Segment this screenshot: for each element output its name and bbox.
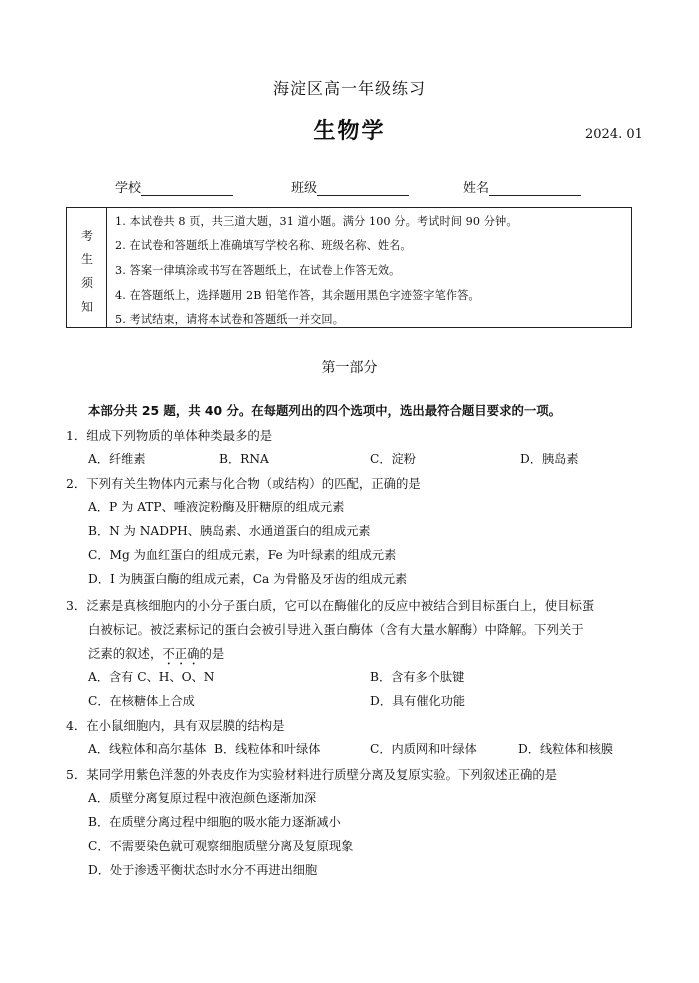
question-option: B．线粒体和叶绿体 [214,742,321,756]
question-option: A．质壁分离复原过程中液泡颜色逐渐加深 [88,791,317,805]
question-option: C．Mg 为血红蛋白的组成元素，Fe 为叶绿素的组成元素 [88,548,397,562]
question-option: A．含有 C、H、O、N [88,670,215,684]
class-blank [317,182,409,196]
subject-title: 生物学 [313,118,386,144]
notice-item: 1. 本试卷共 8 页，共三道大题，31 道小题。满分 100 分。考试时间 90 分钟。 [115,215,518,228]
section-title: 第一部分 [321,360,378,376]
question-option: D．线粒体和核膜 [518,742,614,756]
exam-notice-box [66,207,632,328]
class-label: 班级 [291,181,318,196]
question-option: A．P 为 ATP、唾液淀粉酶及肝糖原的组成元素 [88,500,345,514]
question-stem: 5．某同学用紫色洋葱的外表皮作为实验材料进行质壁分离及复原实验。下列叙述正确的是 [66,767,558,782]
notice-item: 4. 在答题纸上，选择题用 2B 铅笔作答，其余题用黑色字迹签字笔作答。 [115,289,480,302]
question-stem: 1．组成下列物质的单体种类最多的是 [66,428,273,443]
class-field [291,177,409,196]
question-option: C．在核糖体上合成 [88,694,195,708]
question-option: D．I 为胰蛋白酶的组成元素，Ca 为骨骼及牙齿的组成元素 [88,572,408,586]
exam-date: 2024. 01 [585,127,643,142]
school-blank [141,182,233,196]
question-stem: 3．泛素是真核细胞内的小分子蛋白质，它可以在酶催化的反应中被结合到目标蛋白上，使目标蛋 [66,598,595,613]
question-stem: 2．下列有关生物体内元素与化合物（或结构）的匹配，正确的是 [66,476,421,491]
stem-text: 的是 [199,646,225,661]
stem-text: 泛素的叙述， [88,646,163,661]
question-stem: 白被标记。被泛素标记的蛋白会被引导进入蛋白酶体（含有大量水解酶）中降解。下列关于 [88,622,584,637]
question-option: A．纤维素 [88,452,146,466]
notice-item: 3. 答案一律填涂或书写在答题纸上，在试卷上作答无效。 [115,264,401,277]
name-field [463,177,581,196]
question-option: C．不需要染色就可观察细胞质壁分离及复原现象 [88,839,354,853]
school-label: 学校 [115,181,142,196]
question-stem: 4．在小鼠细胞内，具有双层膜的结构是 [66,718,285,733]
exam-subtitle: 海淀区高一年级练习 [272,79,426,98]
question-option: D．处于渗透平衡状态时水分不再进出细胞 [88,863,318,877]
emphasized-text: 不正确 [162,646,200,661]
notice-item: 5. 考试结束，请将本试卷和答题纸一并交回。 [115,313,344,326]
question-option: B．在质壁分离过程中细胞的吸水能力逐渐减小 [88,815,341,829]
question-option: C．淀粉 [370,452,416,466]
notice-side-label [67,208,107,327]
section-intro: 本部分共 25 题，共 40 分。在每题列出的四个选项中，选出最符合题目要求的一项。 [88,403,562,418]
notice-side-char: 生 [80,252,93,266]
question-option: D．胰岛素 [520,452,579,466]
question-option: B．RNA [219,452,269,466]
school-field [115,177,233,196]
question-option: B．含有多个肽键 [370,670,465,684]
question-stem-last [88,644,224,668]
notice-item: 2. 在试卷和答题纸上准确填写学校名称、班级名称、姓名。 [115,239,412,252]
question-option: C．内质网和叶绿体 [370,742,477,756]
question-option: D．具有催化功能 [370,694,466,708]
notice-side-char: 知 [80,300,93,314]
question-option: B．N 为 NADPH、胰岛素、水通道蛋白的组成元素 [88,524,371,538]
notice-side-char: 须 [80,276,93,290]
name-label: 姓名 [463,181,490,196]
name-blank [489,182,581,196]
notice-side-char: 考 [80,229,93,243]
question-option: A．线粒体和高尔基体 [88,742,207,756]
